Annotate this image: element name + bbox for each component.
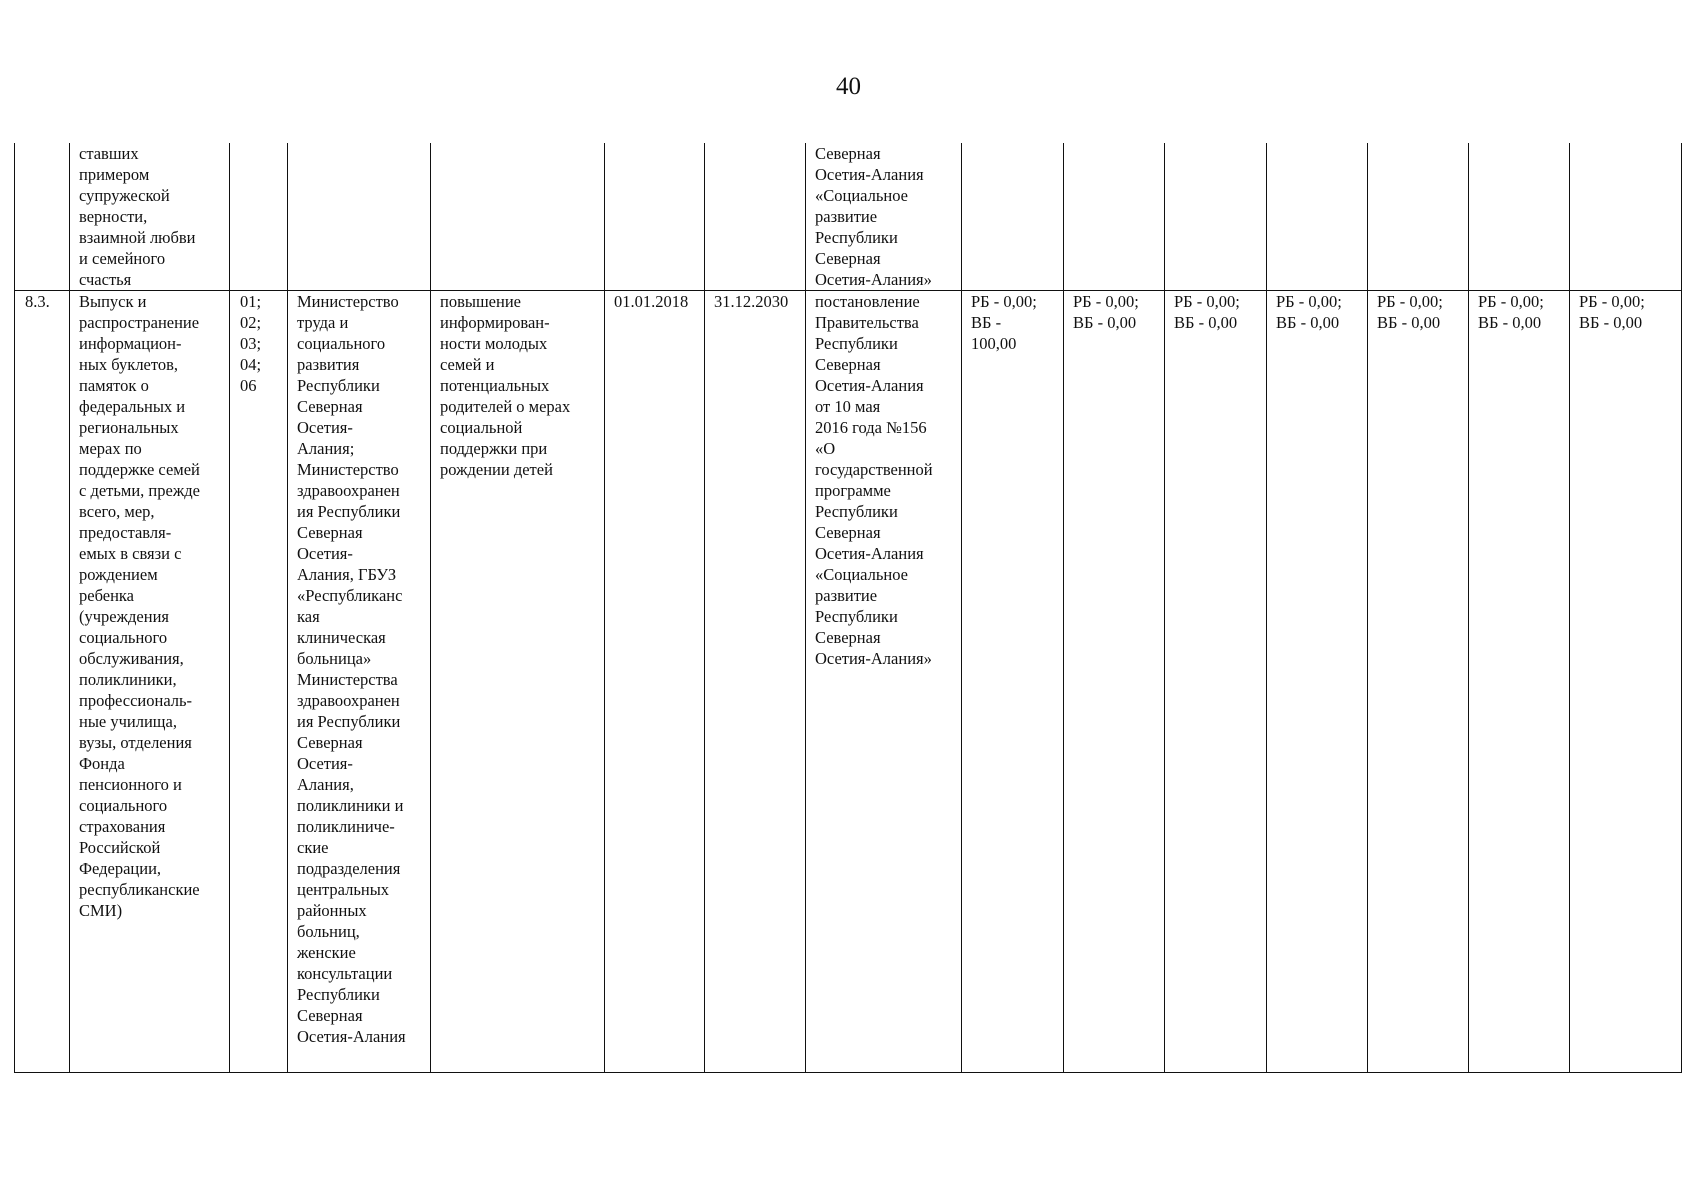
text-line: пенсионного и — [79, 775, 182, 794]
cell-funding — [1368, 143, 1469, 291]
cell-funding — [1064, 143, 1165, 291]
text-line: здравоохранен — [297, 481, 400, 500]
cell-number: 8.3. — [15, 291, 70, 1073]
cell-end-date — [705, 143, 806, 291]
text-line: рождением — [79, 565, 158, 584]
cell-funding — [1570, 143, 1682, 291]
text-line: ВБ - 0,00 — [1377, 313, 1441, 332]
text-line: ные училища, — [79, 712, 177, 731]
text-line: больница» — [297, 649, 372, 668]
text-line: Фонда — [79, 754, 125, 773]
text-line: взаимной любви — [79, 228, 196, 247]
text-line: развития — [297, 355, 360, 374]
cell-expected-result — [431, 291, 605, 1073]
text-line: Северная — [297, 523, 363, 542]
cell-funding-year-2 — [1064, 291, 1165, 1073]
text-line: и семейного — [79, 249, 166, 268]
text-line: Алания; — [297, 439, 355, 458]
text-line: социального — [79, 796, 168, 815]
text-line: Северная — [815, 144, 881, 163]
text-line: ВБ - 0,00 — [1073, 313, 1137, 332]
text-line: распространение — [79, 313, 200, 332]
text-line: Алания, — [297, 775, 354, 794]
text-line: поликлиники, — [79, 670, 177, 689]
text-line: кая — [297, 607, 320, 626]
text-line: верности, — [79, 207, 148, 226]
text-line: Министерства — [297, 670, 398, 689]
text-line: «Республиканс — [297, 586, 403, 605]
text-line: СМИ) — [79, 901, 123, 920]
text-line: консультации — [297, 964, 393, 983]
text-line: информацион- — [79, 334, 182, 353]
text-line: районных — [297, 901, 367, 920]
text-line: памяток о — [79, 376, 149, 395]
text-line: с детьми, прежде — [79, 481, 200, 500]
text-line: 02; — [240, 313, 262, 332]
text-line: страхования — [79, 817, 166, 836]
text-line: РБ - 0,00; — [1579, 292, 1645, 311]
text-line: региональных — [79, 418, 179, 437]
text-line: ские — [297, 838, 329, 857]
cell-measure-name — [70, 143, 230, 291]
cell-end-date: 31.12.2030 — [705, 291, 806, 1073]
text-line: развитие — [815, 207, 878, 226]
text-line: Республики — [815, 607, 898, 626]
text-line: Северная — [297, 397, 363, 416]
text-line: ВБ - 0,00 — [1478, 313, 1542, 332]
text-line: Осетия-Алания — [815, 544, 924, 563]
text-line: ставших — [79, 144, 139, 163]
text-line: центральных — [297, 880, 390, 899]
cell-start-date: 01.01.2018 — [605, 291, 705, 1073]
text-line: Северная — [297, 1006, 363, 1025]
text-line: родителей о мерах — [440, 397, 571, 416]
text-line: Осетия-Алания» — [815, 270, 932, 289]
text-line: поликлиники и — [297, 796, 404, 815]
text-line: ребенка — [79, 586, 134, 605]
text-line: программе — [815, 481, 891, 500]
text-line: Федерации, — [79, 859, 162, 878]
text-line: 2016 года №156 — [815, 418, 927, 437]
text-line: «О — [815, 439, 836, 458]
text-line: ВБ - 0,00 — [1174, 313, 1238, 332]
text-line: Северная — [815, 628, 881, 647]
text-line: РБ - 0,00; — [1276, 292, 1342, 311]
cell-funding — [1267, 143, 1368, 291]
text-line: развитие — [815, 586, 878, 605]
text-line: больниц, — [297, 922, 360, 941]
text-line: рождении детей — [440, 460, 553, 479]
cell-funding-year-6 — [1469, 291, 1570, 1073]
cell-funding-year-7 — [1570, 291, 1682, 1073]
text-line: повышение — [440, 292, 521, 311]
text-line: ВБ - — [971, 313, 1002, 332]
text-line: Республики — [815, 228, 898, 247]
text-line: постановление — [815, 292, 920, 311]
text-line: профессиональ- — [79, 691, 193, 710]
text-line: Республики — [297, 985, 380, 1004]
text-line: РБ - 0,00; — [1377, 292, 1443, 311]
cell-funding — [1469, 143, 1570, 291]
measures-table — [14, 143, 1682, 1073]
cell-funding — [1165, 143, 1267, 291]
text-line: супружеской — [79, 186, 170, 205]
text-line: Осетия-Алания — [815, 165, 924, 184]
text-line: обслуживания, — [79, 649, 184, 668]
text-line: всего, мер, — [79, 502, 155, 521]
text-line: социального — [79, 628, 168, 647]
text-line: 03; — [240, 334, 262, 353]
text-line: РБ - 0,00; — [1174, 292, 1240, 311]
text-line: емых в связи с — [79, 544, 182, 563]
text-line: вузы, отделения — [79, 733, 192, 752]
text-line: 01; — [240, 292, 262, 311]
text-line: РБ - 0,00; — [1073, 292, 1139, 311]
cell-funding-year-5 — [1368, 291, 1469, 1073]
text-line: Республики — [815, 334, 898, 353]
text-line: ия Республики — [297, 502, 401, 521]
text-line: «Социальное — [815, 565, 908, 584]
cell-funding — [962, 143, 1064, 291]
text-line: ности молодых — [440, 334, 548, 353]
cell-executor — [288, 143, 431, 291]
text-line: (учреждения — [79, 607, 169, 626]
page-number: 40 — [836, 73, 861, 100]
text-line: семей и — [440, 355, 495, 374]
cell-funding-year-3 — [1165, 291, 1267, 1073]
text-line: женские — [297, 943, 356, 962]
cell-indicators — [230, 291, 288, 1073]
text-line: поддержке семей — [79, 460, 200, 479]
text-line: социальной — [440, 418, 523, 437]
text-line: Северная — [297, 733, 363, 752]
continuation-row — [15, 143, 1682, 291]
text-line: Правительства — [815, 313, 919, 332]
text-line: 04; — [240, 355, 262, 374]
text-line: Республики — [815, 502, 898, 521]
cell-measure-name — [70, 291, 230, 1073]
cell-executor — [288, 291, 431, 1073]
text-line: Министерство — [297, 292, 399, 311]
cell-program-basis — [806, 143, 962, 291]
text-line: труда и — [297, 313, 349, 332]
cell-number — [15, 143, 70, 291]
text-line: ВБ - 0,00 — [1579, 313, 1643, 332]
text-line: поликлиниче- — [297, 817, 395, 836]
text-line: клиническая — [297, 628, 386, 647]
text-line: Алания, ГБУЗ — [297, 565, 397, 584]
text-line: «Социальное — [815, 186, 908, 205]
text-line: поддержки при — [440, 439, 548, 458]
text-line: здравоохранен — [297, 691, 400, 710]
text-line: ВБ - 0,00 — [1276, 313, 1340, 332]
text-line: Выпуск и — [79, 292, 147, 311]
text-line: Министерство — [297, 460, 399, 479]
text-line: ных буклетов, — [79, 355, 179, 374]
text-line: Осетия-Алания — [297, 1027, 406, 1046]
text-line: 06 — [240, 376, 257, 395]
text-line: от 10 мая — [815, 397, 881, 416]
text-line: РБ - 0,00; — [1478, 292, 1544, 311]
cell-start-date — [605, 143, 705, 291]
cell-expected-result — [431, 143, 605, 291]
text-line: Осетия- — [297, 544, 353, 563]
table-row-8-3 — [15, 291, 1682, 1073]
text-line: Северная — [815, 355, 881, 374]
text-line: Осетия- — [297, 754, 353, 773]
text-line: социального — [297, 334, 386, 353]
text-line: ия Республики — [297, 712, 401, 731]
text-line: Республики — [297, 376, 380, 395]
text-line: Осетия- — [297, 418, 353, 437]
text-line: РБ - 0,00; — [971, 292, 1037, 311]
text-line: государственной — [815, 460, 933, 479]
text-line: Российской — [79, 838, 161, 857]
text-line: подразделения — [297, 859, 401, 878]
text-line: счастья — [79, 270, 132, 289]
text-line: республиканские — [79, 880, 200, 899]
text-line: Осетия-Алания» — [815, 649, 932, 668]
text-line: предоставля- — [79, 523, 172, 542]
text-line: информирован- — [440, 313, 550, 332]
text-line: федеральных и — [79, 397, 186, 416]
cell-indicators — [230, 143, 288, 291]
text-line: мерах по — [79, 439, 142, 458]
text-line: 100,00 — [971, 334, 1017, 353]
text-line: Северная — [815, 523, 881, 542]
text-line: Осетия-Алания — [815, 376, 924, 395]
cell-funding-year-4 — [1267, 291, 1368, 1073]
text-line: потенциальных — [440, 376, 550, 395]
cell-program-basis — [806, 291, 962, 1073]
text-line: Северная — [815, 249, 881, 268]
text-line: примером — [79, 165, 150, 184]
cell-funding-year-1 — [962, 291, 1064, 1073]
